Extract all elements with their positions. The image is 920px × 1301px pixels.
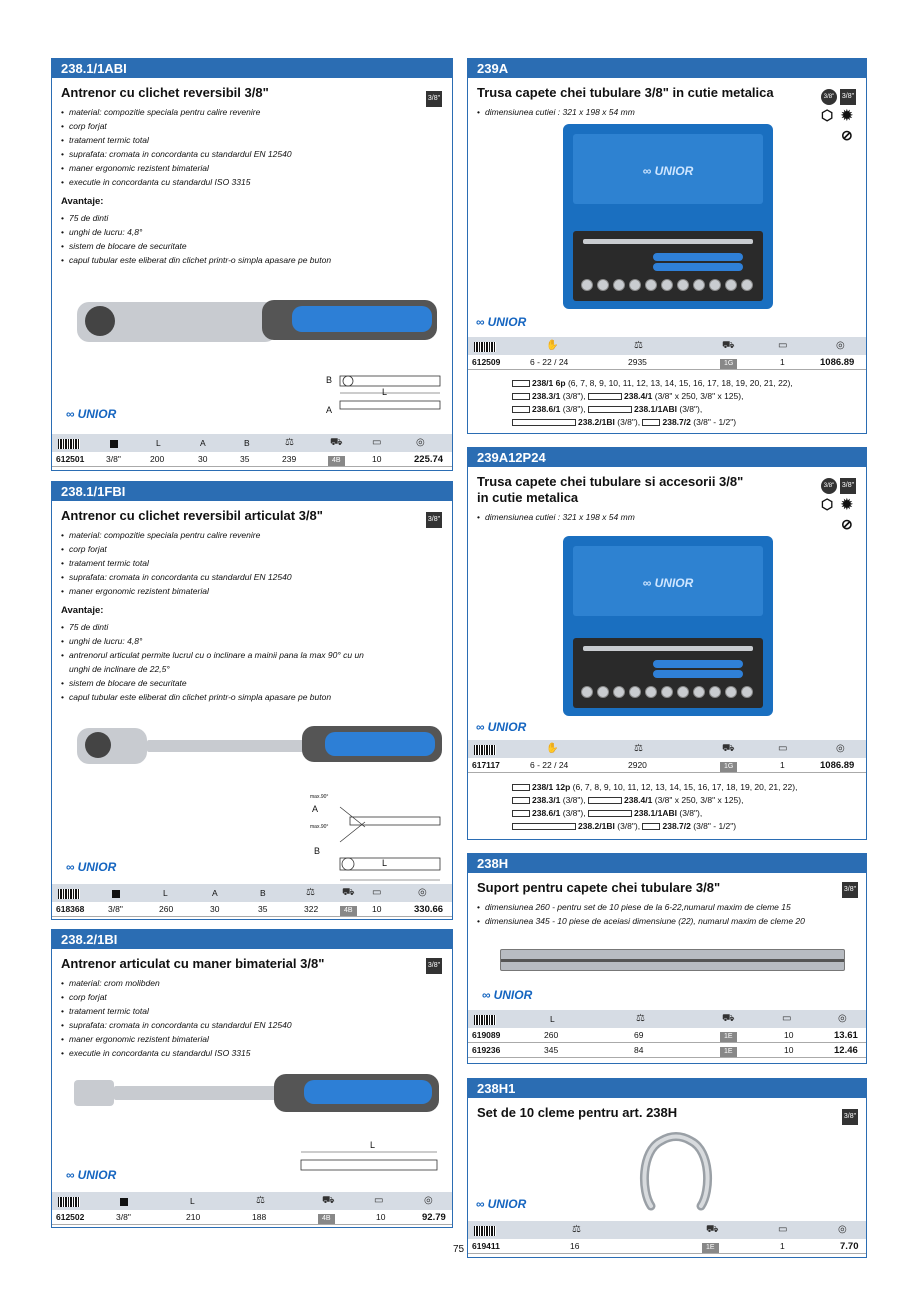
group-icon: ⛟ (722, 340, 735, 351)
feature-list (61, 528, 452, 598)
advantages-title: Avantaje: (61, 605, 104, 616)
list-item: 238.6/1 (3/8"), 238.1/1ABI (3/8"), (512, 403, 793, 416)
header-l: L (190, 1196, 195, 1206)
cell-pack: 10 (376, 1212, 386, 1222)
unior-logo: ∞ UNIOR (66, 1168, 117, 1182)
dim-label-b: B (326, 375, 333, 385)
cell-price: 92.79 (422, 1212, 446, 1223)
product-title: Trusa capete chei tubulare 3/8" in cutie metalica (477, 85, 774, 100)
cell-b: 35 (258, 904, 268, 914)
cell-a: 30 (198, 454, 208, 464)
size-badge: 3/8" (426, 958, 442, 974)
product-title: Suport pentru capete chei tubulare 3/8" (477, 880, 721, 895)
cell-weight: 2920 (628, 760, 647, 770)
weight-icon: ⚖ (634, 340, 643, 351)
cell-price: 1086.89 (820, 760, 855, 771)
ratchet-image (77, 292, 442, 362)
list-item: • dimensiunea 345 - 10 piese de aceiasi dimensiune (22), numarul maxim de cleme 20 (477, 914, 866, 928)
product-panel-239a (467, 58, 867, 434)
set-contents (512, 781, 797, 833)
gear-icon: ✹ (841, 496, 853, 512)
header-l: L (163, 888, 168, 898)
barcode-icon (474, 1010, 496, 1028)
socket-set-case-image: ∞ UNIOR (563, 124, 773, 309)
list-item: • tratament termic total (61, 133, 452, 147)
cell-l: 260 (159, 904, 174, 914)
product-title (477, 474, 866, 506)
cell-group: 4B (340, 906, 357, 916)
cell-price: 7.70 (840, 1241, 859, 1252)
case-brand: UNIOR (654, 576, 694, 590)
pack-icon: ▭ (372, 887, 382, 898)
cell-range: 6 - 22 / 24 (530, 760, 569, 770)
pack-icon: ▭ (778, 340, 788, 351)
list-item: • corp forjat (61, 119, 452, 133)
weight-icon: ⚖ (572, 1224, 581, 1235)
unior-logo: ∞ UNIOR (66, 860, 117, 874)
hand-icon: ✋ (546, 743, 559, 754)
hand-icon: ✋ (546, 340, 559, 351)
advantages-list (61, 211, 452, 267)
socket-icon: ⬡ (821, 107, 834, 123)
pack-icon: ▭ (782, 1013, 792, 1024)
product-title: Antrenor cu clichet reversibil articulat 3/8" (61, 508, 323, 523)
unior-logo: ∞ UNIOR (476, 1197, 527, 1211)
dim-label-a: A (326, 405, 333, 415)
unior-logo: ∞ UNIOR (476, 315, 527, 329)
product-code-header: 239A (468, 59, 866, 78)
dim-label-a: A (312, 804, 319, 814)
product-panel-238h (467, 853, 867, 1064)
list-item: 238/1 6p (6, 7, 8, 9, 10, 11, 12, 13, 14, 15, 16, 17, 18, 19, 20, 21, 22), (512, 377, 793, 390)
cell-drive: 3/8" (116, 1212, 131, 1222)
cell-group: 1E (720, 1032, 737, 1042)
square-drive-icon (112, 884, 120, 902)
table-row (468, 1239, 866, 1254)
article-code: 619236 (472, 1045, 501, 1055)
list-item: • executie in concordanta cu standardul ISO 3315 (61, 1046, 452, 1060)
cell-weight: 69 (634, 1030, 644, 1040)
cell-group: 1G (720, 762, 737, 772)
list-item: 238.6/1 (3/8"), 238.1/1ABI (3/8"), (512, 807, 797, 820)
list-item: • dimensiunea 260 - pentru set de 10 piese de la 6-22,numarul maxim de cleme 15 (477, 900, 866, 914)
list-item: • capul tubular este eliberat din clichet printr-o simpla apasare pe buton (61, 690, 381, 704)
table-header (52, 434, 452, 452)
title-line: in cutie metalica (477, 490, 579, 505)
price-icon: ◎ (838, 1013, 847, 1024)
table-row (52, 902, 452, 917)
product-code-header: 238.1/1FBI (52, 482, 452, 501)
cell-group: 4B (318, 1214, 335, 1224)
cell-weight: 2935 (628, 357, 647, 367)
list-item: • executie in concordanta cu standardul ISO 3315 (61, 175, 452, 189)
page-number: 75 (453, 1244, 465, 1255)
table-row (468, 1043, 866, 1058)
cell-weight: 16 (570, 1241, 580, 1251)
price-icon: ◎ (838, 1224, 847, 1235)
cell-weight: 322 (304, 904, 319, 914)
header-b: B (244, 438, 250, 448)
table-header (52, 884, 452, 902)
article-code: 618368 (56, 904, 85, 914)
weight-icon: ⚖ (285, 437, 294, 448)
list-item: • 75 de dinti (61, 211, 452, 225)
socket-set-case-image: ∞ UNIOR (563, 536, 773, 716)
size-badge: 3/8" (426, 91, 442, 107)
cell-l: 345 (544, 1045, 559, 1055)
cell-pack: 1 (780, 760, 785, 770)
product-panel-238-1-1abi (51, 58, 453, 471)
table-header (468, 740, 866, 758)
product-table (52, 434, 452, 467)
case-brand: UNIOR (654, 164, 694, 178)
feature-list (61, 105, 452, 189)
square-drive-icon (110, 434, 118, 452)
socket-icon: ⬡ (821, 496, 834, 512)
product-panel-238-2-1bi (51, 929, 453, 1228)
list-item: • unghi de lucru: 4,8° (61, 225, 452, 239)
no-impact-icon: ⊘ (841, 516, 853, 532)
advantages-list (61, 620, 381, 704)
table-header (468, 337, 866, 355)
dim-label-l: L (382, 858, 388, 868)
barcode-icon (58, 1192, 80, 1210)
cell-price: 13.61 (834, 1030, 858, 1041)
group-icon: ⛟ (330, 437, 343, 448)
weight-icon: ⚖ (306, 887, 315, 898)
clip-image (636, 1131, 716, 1211)
table-row (468, 1028, 866, 1043)
feature-list (477, 105, 866, 119)
cell-price: 330.66 (414, 904, 444, 915)
table-row (468, 758, 866, 773)
size-badge: 3/8" (426, 512, 442, 528)
list-item: • maner ergonomic rezistent bimaterial (61, 1032, 452, 1046)
table-row (468, 355, 866, 370)
product-title: Antrenor cu clichet reversibil 3/8" (61, 85, 269, 100)
list-item: • corp forjat (61, 990, 452, 1004)
product-table (52, 1192, 452, 1225)
title-line: Trusa capete chei tubulare si accesorii 3/8" (477, 474, 744, 489)
feature-list (61, 976, 452, 1060)
weight-icon: ⚖ (634, 743, 643, 754)
weight-icon: ⚖ (636, 1013, 645, 1024)
header-l: L (550, 1014, 555, 1024)
cell-group: 4B (328, 456, 345, 466)
cell-drive: 3/8" (108, 904, 123, 914)
gear-icon: ✹ (841, 107, 853, 123)
group-icon: ⛟ (722, 1013, 735, 1024)
price-icon: ◎ (836, 743, 845, 754)
dim-label-l: L (370, 1140, 376, 1150)
dimension-drawing (310, 792, 450, 892)
price-icon: ◎ (836, 340, 845, 351)
list-item: • material: compozitie speciala pentru calire revenire (61, 105, 452, 119)
barcode-icon (474, 337, 496, 355)
header-a: A (212, 888, 218, 898)
product-code-header: 239A12P24 (468, 448, 866, 467)
size-badge: 3/8" (840, 89, 856, 105)
socket-rail-image (500, 949, 845, 971)
feature-list (477, 900, 866, 928)
price-icon: ◎ (416, 437, 425, 448)
flex-ratchet-image (77, 722, 442, 782)
pack-icon: ▭ (372, 437, 382, 448)
list-item: 238.2/1BI (3/8"), 238.7/2 (3/8" - 1/2") (512, 820, 797, 833)
cell-pack: 1 (780, 1241, 785, 1251)
cell-weight: 188 (252, 1212, 267, 1222)
set-contents (512, 377, 793, 429)
list-item: • maner ergonomic rezistent bimaterial (61, 161, 452, 175)
advantages-title: Avantaje: (61, 196, 104, 207)
list-item: • tratament termic total (61, 1004, 452, 1018)
group-icon: ⛟ (706, 1224, 719, 1235)
pack-icon: ▭ (778, 1224, 788, 1235)
list-item: • corp forjat (61, 542, 452, 556)
hex-socket-badge: 3/8" (821, 478, 837, 494)
article-code: 619089 (472, 1030, 501, 1040)
list-item: • dimensiunea cutiei : 321 x 198 x 54 mm (477, 105, 866, 119)
pack-icon: ▭ (374, 1195, 384, 1206)
table-row (52, 452, 452, 467)
dim-label-b: B (314, 846, 321, 856)
product-code-header: 238.1/1ABI (52, 59, 452, 78)
product-code-header: 238.2/1BI (52, 930, 452, 949)
list-item: 238.2/1BI (3/8"), 238.7/2 (3/8" - 1/2") (512, 416, 793, 429)
no-impact-icon: ⊘ (841, 127, 853, 143)
article-code: 612501 (56, 454, 85, 464)
list-item: • 75 de dinti (61, 620, 381, 634)
cell-price: 12.46 (834, 1045, 858, 1056)
article-code: 612502 (56, 1212, 85, 1222)
cell-l: 210 (186, 1212, 201, 1222)
size-badge: 3/8" (842, 882, 858, 898)
feature-list (477, 510, 866, 524)
list-item: • capul tubular este eliberat din clichet printr-o simpla apasare pe buton (61, 253, 452, 267)
table-header (52, 1192, 452, 1210)
cell-drive: 3/8" (106, 454, 121, 464)
cell-l: 260 (544, 1030, 559, 1040)
cell-weight: 84 (634, 1045, 644, 1055)
product-table (468, 1010, 866, 1058)
list-item: • suprafata: cromata in concordanta cu standardul EN 12540 (61, 147, 452, 161)
header-a: A (200, 438, 206, 448)
list-item: • unghi de lucru: 4,8° (61, 634, 381, 648)
product-code-header: 238H1 (468, 1079, 866, 1098)
unior-logo: ∞ UNIOR (66, 407, 117, 421)
product-title: Antrenor articulat cu maner bimaterial 3/8" (61, 956, 325, 971)
product-panel-239a12p24 (467, 447, 867, 840)
header-b: B (260, 888, 266, 898)
group-icon: ⛟ (342, 887, 355, 898)
size-badge: 3/8" (842, 1109, 858, 1125)
cell-group: 1G (720, 359, 737, 369)
cell-pack: 10 (372, 904, 382, 914)
cell-pack: 1 (780, 357, 785, 367)
list-item: • suprafata: cromata in concordanta cu standardul EN 12540 (61, 1018, 452, 1032)
cell-weight: 239 (282, 454, 297, 464)
product-panel-238-1-1fbi (51, 481, 453, 920)
price-icon: ◎ (418, 887, 427, 898)
price-icon: ◎ (424, 1195, 433, 1206)
list-item: • sistem de blocare de securitate (61, 676, 381, 690)
list-item: 238.3/1 (3/8"), 238.4/1 (3/8" x 250, 3/8" x 125), (512, 794, 797, 807)
list-item: • dimensiunea cutiei : 321 x 198 x 54 mm (477, 510, 866, 524)
list-item: 238.3/1 (3/8"), 238.4/1 (3/8" x 250, 3/8" x 125), (512, 390, 793, 403)
article-code: 619411 (472, 1241, 500, 1251)
cell-b: 35 (240, 454, 250, 464)
list-item: • sistem de blocare de securitate (61, 239, 452, 253)
cell-a: 30 (210, 904, 220, 914)
cell-price: 225.74 (414, 454, 444, 465)
cell-pack: 10 (784, 1045, 794, 1055)
list-item: • suprafata: cromata in concordanta cu standardul EN 12540 (61, 570, 452, 584)
weight-icon: ⚖ (256, 1195, 265, 1206)
cell-group: 1E (702, 1243, 719, 1253)
barcode-icon (474, 740, 496, 758)
cell-price: 1086.89 (820, 357, 855, 368)
product-table (52, 884, 452, 917)
dim-label-max-90-bottom: max.90° (310, 824, 329, 830)
product-table (468, 740, 866, 773)
pack-icon: ▭ (778, 743, 788, 754)
table-header (468, 1221, 866, 1239)
table-header (468, 1010, 866, 1028)
header-l: L (156, 438, 161, 448)
dim-label-l: L (382, 387, 388, 397)
dim-label-max-90-top: max.90° (310, 794, 329, 800)
list-item: • material: crom molibden (61, 976, 452, 990)
product-table (468, 337, 866, 370)
unior-logo: ∞ UNIOR (482, 988, 533, 1002)
group-icon: ⛟ (322, 1195, 335, 1206)
product-title: Set de 10 cleme pentru art. 238H (477, 1105, 678, 1120)
product-table (468, 1221, 866, 1254)
article-code: 617117 (472, 760, 500, 770)
square-drive-icon (120, 1192, 128, 1210)
list-item: • maner ergonomic rezistent bimaterial (61, 584, 452, 598)
size-badge: 3/8" (840, 478, 856, 494)
cell-group: 1E (720, 1047, 737, 1057)
barcode-icon (58, 884, 80, 902)
product-code-header: 238H (468, 854, 866, 873)
product-panel-238h1 (467, 1078, 867, 1258)
article-code: 612509 (472, 357, 501, 367)
group-icon: ⛟ (722, 743, 735, 754)
list-item: • material: compozitie speciala pentru calire revenire (61, 528, 452, 542)
hex-socket-badge: 3/8" (821, 89, 837, 105)
breaker-bar-image (74, 1070, 439, 1120)
barcode-icon (474, 1221, 496, 1239)
cell-pack: 10 (784, 1030, 794, 1040)
list-item: • antrenorul articulat permite lucrul cu o inclinare a mainii pana la max 90° cu un unghi de inclinare de 22,5° (61, 648, 381, 676)
unior-logo: ∞ UNIOR (476, 720, 527, 734)
table-row (52, 1210, 452, 1225)
cell-pack: 10 (372, 454, 382, 464)
list-item: 238/1 12p (6, 7, 8, 9, 10, 11, 12, 13, 14, 15, 16, 17, 18, 19, 20, 21, 22), (512, 781, 797, 794)
list-item: • tratament termic total (61, 556, 452, 570)
barcode-icon (58, 434, 80, 452)
cell-l: 200 (150, 454, 165, 464)
cell-range: 6 - 22 / 24 (530, 357, 569, 367)
